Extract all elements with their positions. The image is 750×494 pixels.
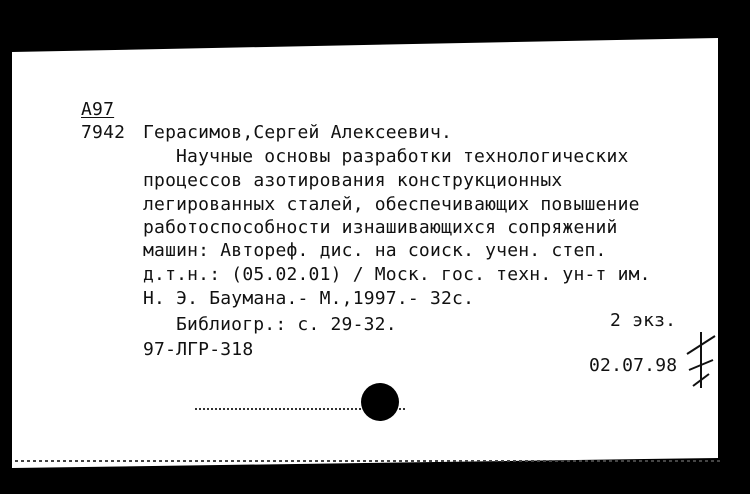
handwritten-mark-icon (683, 330, 719, 392)
title-line: процессов азотирования конструкционных (143, 170, 563, 191)
date-stamp: 02.07.98 (589, 355, 678, 376)
title-line: легированных сталей, обеспечивающих повышение (143, 194, 640, 215)
title-line: машин: Автореф. дис. на соиск. учен. степ. (143, 240, 607, 261)
title-line: Н. Э. Баумана.- М.,1997.- 32с. (143, 288, 475, 309)
copies-count: 2 экз. (610, 310, 677, 331)
title-line: работоспособности изнашивающихся сопряжений (143, 217, 618, 238)
card-number: 7942 (81, 122, 126, 143)
registration-number: 97-ЛГР-318 (143, 339, 254, 360)
catalog-code: А97 (81, 99, 115, 120)
punch-hole (361, 383, 399, 421)
title-line: д.т.н.: (05.02.01) / Моск. гос. техн. ун-т им. (143, 264, 651, 285)
author-name: Герасимов,Сергей Алексеевич. (143, 122, 453, 143)
bibliography-note: Библиогр.: с. 29-32. (176, 314, 397, 335)
card-edge-strip (15, 460, 720, 462)
title-line: Научные основы разработки технологических (176, 146, 629, 167)
